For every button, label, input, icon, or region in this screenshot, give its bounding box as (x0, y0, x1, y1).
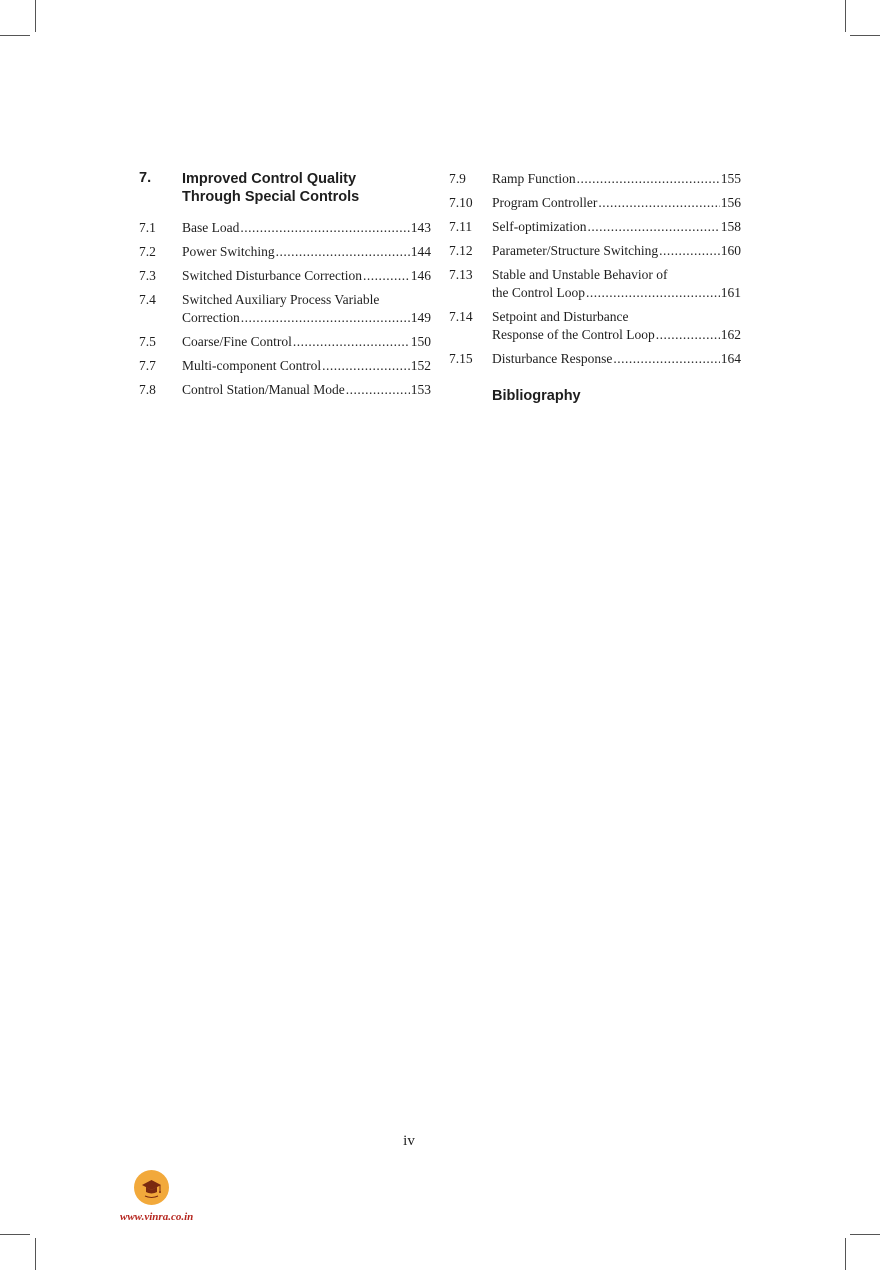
page-ref: 164 (720, 351, 741, 366)
section-title: Power Switching (182, 244, 275, 259)
page-ref: 152 (410, 358, 431, 373)
page-ref: 158 (720, 219, 741, 234)
section-number: 7.15 (449, 351, 473, 366)
crop-mark-top-left-vertical (35, 0, 36, 32)
toc-entry-7-5[interactable] (139, 333, 431, 351)
leader-dots (293, 333, 410, 351)
page-ref: 161 (720, 285, 741, 300)
page-ref: 143 (410, 220, 431, 235)
section-number: 7.13 (449, 267, 473, 282)
section-number: 7.10 (449, 195, 473, 210)
page-number: iv (403, 1133, 415, 1149)
section-number: 7.12 (449, 243, 473, 258)
crop-mark-bottom-right-vertical (845, 1238, 846, 1270)
section-title-line1: Setpoint and Disturbance (492, 309, 629, 324)
chapter-heading (139, 170, 431, 206)
page-ref: 155 (720, 171, 741, 186)
page-ref: 150 (410, 334, 431, 349)
crop-mark-bottom-left-horizontal (0, 1234, 30, 1235)
toc-entry-7-12[interactable] (449, 242, 741, 260)
section-number: 7.11 (449, 219, 473, 234)
section-title-line2: Correction (182, 310, 240, 325)
section-title: Coarse/Fine Control (182, 334, 292, 349)
page-ref: 153 (410, 382, 431, 397)
leader-dots (276, 243, 410, 261)
crop-mark-bottom-right-horizontal (850, 1234, 880, 1235)
leader-dots (241, 309, 410, 327)
section-title: Switched Disturbance Correction (182, 268, 362, 283)
toc-entry-7-14[interactable] (449, 308, 741, 344)
leader-dots (659, 242, 720, 260)
page-ref: 144 (410, 244, 431, 259)
chapter-title-line1: Improved Control Quality (182, 171, 357, 187)
leader-dots (240, 219, 409, 237)
section-title: Disturbance Response (492, 351, 613, 366)
leader-dots (346, 381, 410, 399)
toc-entry-7-1[interactable] (139, 219, 431, 237)
page-ref: 160 (720, 243, 741, 258)
page-ref: 162 (720, 327, 741, 342)
section-number: 7.4 (139, 292, 156, 307)
toc-entry-7-3[interactable] (139, 267, 431, 285)
toc-left-column (139, 170, 431, 405)
section-number: 7.3 (139, 268, 156, 283)
crop-mark-bottom-left-vertical (35, 1238, 36, 1270)
section-number: 7.2 (139, 244, 156, 259)
toc-entry-7-10[interactable] (449, 194, 741, 212)
toc-right-column (449, 170, 741, 404)
leader-dots (363, 267, 410, 285)
toc-entry-7-2[interactable] (139, 243, 431, 261)
section-title: Ramp Function (492, 171, 576, 186)
leader-dots (587, 218, 719, 236)
leader-dots (577, 170, 720, 188)
section-title: Control Station/Manual Mode (182, 382, 345, 397)
toc-entry-7-4[interactable] (139, 291, 431, 327)
chapter-title-line2: Through Special Controls (182, 189, 360, 205)
section-title-line2: the Control Loop (492, 285, 585, 300)
section-title: Multi-component Control (182, 358, 322, 373)
graduation-cap-icon (134, 1170, 169, 1205)
leader-dots (613, 350, 719, 368)
page-ref: 156 (720, 195, 741, 210)
section-title: Self-optimization (492, 219, 587, 234)
section-number: 7.14 (449, 309, 473, 324)
page-ref: 146 (410, 268, 431, 283)
toc-entry-7-9[interactable] (449, 170, 741, 188)
toc-entry-7-13[interactable] (449, 266, 741, 302)
section-title: Base Load (182, 220, 240, 235)
leader-dots (586, 284, 720, 302)
section-title-line2: Response of the Control Loop (492, 327, 655, 342)
leader-dots (322, 357, 410, 375)
website-link[interactable]: www.vinra.co.in (120, 1211, 194, 1223)
toc-entry-7-15[interactable] (449, 350, 741, 368)
toc-entry-7-7[interactable] (139, 357, 431, 375)
section-number: 7.5 (139, 334, 156, 349)
section-title-line1: Stable and Unstable Behavior of (492, 267, 668, 282)
crop-mark-top-left-horizontal (0, 35, 30, 36)
leader-dots (598, 194, 719, 212)
section-number: 7.1 (139, 220, 156, 235)
section-number: 7.8 (139, 382, 156, 397)
toc-entry-7-11[interactable] (449, 218, 741, 236)
section-title-line1: Switched Auxiliary Process Variable (182, 292, 380, 307)
crop-mark-top-right-vertical (845, 0, 846, 32)
section-number: 7.7 (139, 358, 156, 373)
page-ref: 149 (410, 310, 431, 325)
crop-mark-top-right-horizontal (850, 35, 880, 36)
section-title: Program Controller (492, 195, 598, 210)
chapter-number: 7. (139, 170, 152, 186)
bibliography-heading[interactable]: Bibliography (492, 388, 581, 404)
chapter-title (182, 170, 431, 206)
toc-entry-7-8[interactable] (139, 381, 431, 399)
section-number: 7.9 (449, 171, 466, 186)
leader-dots (656, 326, 720, 344)
section-title: Parameter/Structure Switching (492, 243, 659, 258)
